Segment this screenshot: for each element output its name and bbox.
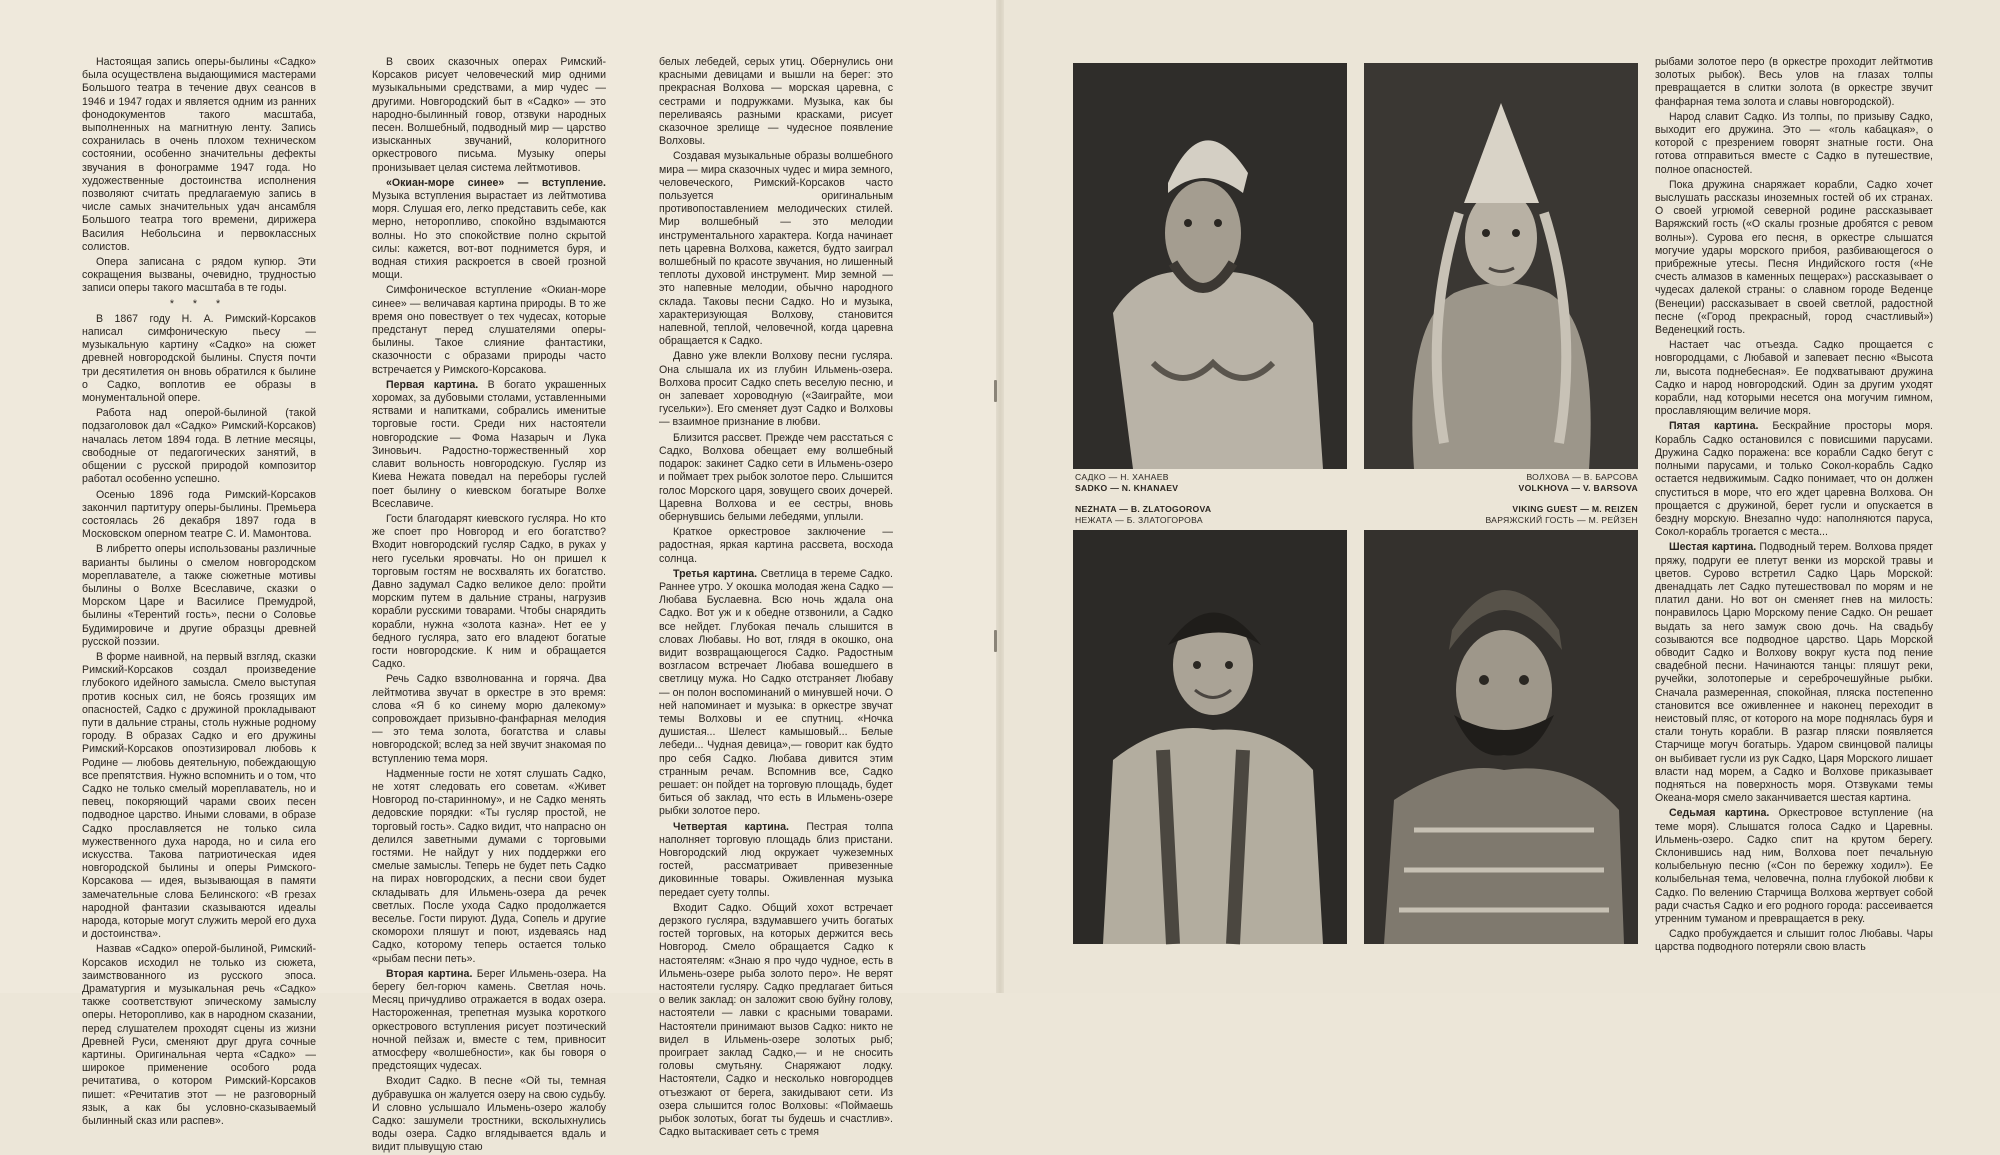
paragraph: Создавая музыкальные образы волшебного мира — мира сказочных чудес и мира земного, человеческого, Римский-Корсаков часто пользуется оригинальным противопоставлением мелодических стилей. Мир волшебный — это мелодии инструментального характера. Когда начинает петь царевна Волхова, кажется, будто заиграл волшебный по красоте звучания, но лишенный теплоты духовой инструмент. Мир земной — это напевные мелодии, обычно народного склада. Таковы песни Садко. Но и музыка, характеризующая Волхову, становится напевной, теплой, человечной, когда царевна обращается к Садко. [659,150,893,348]
section-heading: Вторая картина. [386,967,473,980]
caption-en: NEZHATA — B. ZLATOGOROVA [1075,504,1212,514]
caption-ru: ВАРЯЖСКИЙ ГОСТЬ — М. РЕЙЗЕН [1485,515,1638,525]
paragraph: Близится рассвет. Прежде чем расстаться с Садко, Волхова обещает ему волшебный подарок: закинет Садко сети в Ильмень-озеро и поймает трех рыбок золотое перо. Слышится голос Морского царя, зовущего своих дочерей. Царевна Волхова и ее сестры, вновь обернувшись белыми лебедями, уплыли. [659,431,893,523]
paragraph: белых лебедей, серых утиц. Обернулись они красными девицами и вышли на берег: это прекрасная Волхова — морская царевна, с сестрами и подружками. Музыка, как бы переливаясь разными красками, рисует сказочное зрелище — чудесное появление Волховы. [659,56,893,148]
page-fold [996,0,1004,993]
paragraph: Входит Садко. В песне «Ой ты, темная дубравушка он жалуется озеру на свою судьбу. И словно услышало Ильмень-озеро жалобу Садко: зашумели тростники, всколыхнулись воды озера. Садко вглядывается вдаль и видит плывущую стаю [372,1075,606,1154]
paragraph: Краткое оркестровое заключение — радостная, яркая картина рассвета, восхода солнца. [659,526,893,565]
paragraph: Третья картина. Светлица в тереме Садко. Раннее утро. У окошка молодая жена Садко — Любава Буслаевна. Всю ночь ждала она Садко. Вот уж и к обедне отзвонили, а Садко все нейдет. Глубокая печаль слышится в словах Любавы. Но вот, глядя в окошко, она видит возвращающегося Садко. Радостным возгласом встречает Любава вошедшего в светлицу мужа. Но Садко отстраняет Любаву — он полон воспоминаний о минувшей ночи. О ней напоминает и музыка: в оркестре звучат темы Волховы и ее спутниц. «Ночка душистая... Шелест камышовый... Белые лебеди... Чудная девица»,— говорит как будто про себя Садко. Любава дивится этим странным речам. Вспомнив все, Садко решает: он пойдет на торговую площадь, будет биться об заклад, что есть в Ильмень-озере рыбки золотое перо. [659,567,894,818]
photo-volkhova-barsova [1364,63,1638,469]
paragraph: Гости благодарят киевского гусляра. Но кто же споет про Новгород и его богатство? Входит новгородский гусляр Садко, в руках у него гусельки яровчаты. Но он пришел к торговым гостям не восхвалять их богатство. Давно задумал Садко великое дело: пройти морским путем в дальние страны, нагрузив корабли русскими товарами. Чтобы снарядить корабли, нужна «золота казна». Нет ее у бедного гусляра, зато его владеют богатые гости новгородские. К ним и обращается Садко. [372,512,606,671]
photo-sadko-khanaev [1073,63,1347,469]
caption-volkhova [1364,472,1638,494]
text-column-2 [372,56,606,1154]
caption-sadko [1075,472,1325,494]
section-heading: Шестая картина. [1669,541,1757,554]
paragraph: Речь Садко взволнованна и горяча. Два лейтмотива звучат в оркестре в это время: слова «Я б ко синему морю далекому» сопровождает призывно-фанфарная мелодия — это тема золота, богатства и славы новгородской; вслед за ней звучит знакомая по вступлению тема моря. [372,673,606,765]
paragraph: В форме наивной, на первый взгляд, сказки Римский-Корсаков создал произведение глубокого идейного замысла. Смело выступая против косных сил, не боясь грозящих им опасностей, Садко с дружиной прокладывают пути в дальние страны, столь нужные родному городу. В образах Садко и его дружины Римский-Корсаков опоэтизировал любовь к Родине — любовь деятельную, побеждающую все препятствия. Нужно вспомнить и о том, что Садко не только смелый мореплаватель, но и певец, покоряющий чарами своих песен подводное царство. Иными словами, в образе Садко прославляется не только сила мужественного духа народа, но и сила его искусства. Такова патриотическая идея новгородской былины и оперы Римского-Корсакова — идея, вызывающая в памяти замечательные слова Белинского: «В грезах народной фантазии сказываются идеалы народа, которые могут служить мерой его духа и достоинства». [82,650,316,941]
paragraph: Осенью 1896 года Римский-Корсаков закончил партитуру оперы-былины. Премьера состоялась 26 декабря 1897 года в Московском оперном театре С. И. Мамонтова. [82,488,316,541]
paragraph: Садко пробуждается и слышит голос Любавы. Чары царства подводного потеряли свою власть [1655,928,1933,954]
paragraph: Четвертая картина. Пестрая толпа наполняет торговую площадь близ пристани. Новгородский люд окружает чужеземных гостей, рассматривает привезенные диковинные товары. Оживленная музыка передает суету толпы. [659,820,893,899]
paragraph: Вторая картина. Берег Ильмень-озера. На берегу бел-горюч камень. Светлая ночь. Месяц причудливо отражается в водах озера. Настороженная, трепетная музыка короткого оркестрового вступления рисует поэтический ночной пейзаж и, вместе с тем, привносит атмосферу «волшебности», как бы говоря о предстоящих чудесах. [372,967,606,1073]
paragraph: В 1867 году Н. А. Римский-Корсаков написал симфоническую пьесу — музыкальную картину «Садко» на сюжет древней новгородской былины. Спустя почти три десятилетия он вновь обратился к былине о Садко, воплотив ее образы в монументальной опере. [82,312,316,405]
section-heading: Седьмая картина. [1669,807,1770,820]
paragraph: «Окиан-море синее» — вступление. Музыка вступления вырастает из лейтмотива моря. Слушая его, легко представить себе, как мерно, неторопливо, спокойно вздымаются волны. Но это спокойствие полно скрытой силы: кажется, вот-вот поднимется буря, и водная стихия раскроется в своей грозной мощи. [372,176,606,282]
caption-en: SADKO — N. KHANAEV [1075,483,1179,493]
paragraph: Симфоническое вступление «Окиан-море синее» — величавая картина природы. В то же время оно повествует о тех чудесах, которые предстанут перед слушателями оперы-былины. Такое слияние фантастики, сказочности с образами природы часто встречается у Римского-Корсакова. [372,284,606,376]
staple-top [994,380,997,402]
paragraph: Первая картина. В богато украшенных хоромах, за дубовыми столами, уставленными яствами и напитками, собрались именитые торговые гости. Среди них настоятели новгородские — Фома Назарыч и Лука Зиновьич. Радостно-торжественный хор славит вольность новгородскую. Гусляр из Киева Нежата поведал на переборы гуслей поет былину о киевском богатыре Волхе Всеславиче. [372,378,606,510]
staple-bottom [994,630,997,652]
caption-ru: ВОЛХОВА — В. БАРСОВА [1526,472,1638,482]
text-column-4 [1655,56,1934,954]
photo-viking-guest-reizen [1364,530,1638,944]
paragraph: В либретто оперы использованы различные варианты былины о смелом новгородском мореплавателе, а также сюжетные мотивы былины о Волхе Всеславиче, сказки о Морском Царе и Василисе Премудрой, былины «Терентий гость», песни о Соловье Будимировиче и другие образцы древней русской поэзии. [82,543,316,648]
paragraph: Шестая картина. Подводный терем. Волхова прядет пряжу, подруги ее плетут венки из морской травы и цветов. Сурово встретил Садко Царь Морской: двенадцать лет Садко путешествовал по морям и не платил дани. Но вот он сменяет гнев на милость: понравилось Царю Морскому пение Садко. Он решает выдать за него замуж свою дочь. На свадьбу созываются все подводное царство. Царь Морской обводит Садко и Волхову вокруг куста под пение свадебной песни. Начинаются танцы: пляшут реки, ручейки, золотоперые и сереброчешуйные рыбки. Сначала размеренная, спокойная, пляска постепенно становится все оживленнее и наконец переходит в неистовый пляс, от которого на море поднялась буря и стали тонуть корабли. В разгар пляски появляется Старчище могуч богатырь. Ударом свинцовой палицы он выбивает гусли из рук Садко, Царя Морского лишает власти над морем, а Садко и Волхове приказывает подняться на поверхность моря. Отзвуками темы Океана-моря смело заканчивается шестая картина. [1655,541,1933,805]
caption-nezhata [1075,504,1325,526]
paragraph: Надменные гости не хотят слушать Садко, не хотят следовать его советам. «Живет Новгород по-старинному», и не Садко менять дедовские порядки: «Ты гусляр простой, не торговый гость». Садко видит, что напрасно он делился заветными думами с торговыми гостями. Не найдут у них поддержки его смелые замыслы. Теперь не будет петь Садко на пирах новгородских, а песни свои будет складывать для Ильмень-озера да речек светлых. После ухода Садко продолжается веселье. Гости пируют. Дуда, Сопель и другие скоморохи пляшут и поют, издеваясь над Садко, которому теперь остается только «рыбам песни петь». [372,767,606,965]
paragraph: Работа над оперой-былиной (такой подзаголовок дал «Садко» Римский-Корсаков) началась летом 1894 года. В летние месяцы, свободные от педагогических занятий, в общении с русской природой композитор работал особенно успешно. [82,407,316,486]
photo-nezhata-zlatogorova [1073,530,1347,944]
caption-ru: САДКО — Н. ХАНАЕВ [1075,472,1169,482]
section-heading: «Окиан-море синее» — вступление. [386,176,606,189]
text-column-1 [82,56,316,1128]
paragraph: Седьмая картина. Оркестровое вступление (на теме моря). Слышатся голоса Садко и Царевны. Ильмень-озеро. Садко спит на крутом берегу. Склонившись над ним, Волхова поет печальную колыбельную песню («Сон по бережку ходил»). Ее колыбельная тема, человечна, полна глубокой любви к Садко. По велению Старчища Волхова жертвует собой ради счастья Садко и его родного города: рассеивается утренним туманом и превращается в реку. [1655,807,1934,925]
paragraph: Входит Садко. Общий хохот встречает дерзкого гусляра, вздумавшего учить богатых гостей торговых, на которых держится весь Новгород. Смело обращается Садко к настоятелям: «Знаю я про чудо чудное, есть в Ильмень-озере рыба золото перо». Не верят настоятели гусляру. Садко предлагает биться о велик заклад: он заложит свою буйну голову, настоятели — лавки с красными товарами. Настоятели принимают вызов Садко: никто не видел в Ильмень-озере золотых рыб; проиграет заклад Садко,— и не сносить головы смутьяну. Снаряжают лодку. Настоятели, Садко и несколько новгородцев отъезжают от берега, закидывают сети. Из озера слышится голос Волховы: «Поймаешь рыбок золотых, богат ты будешь и счастлив». Садко вытаскивает сеть с тремя [659,901,893,1139]
caption-en: VIKING GUEST — M. REIZEN [1512,504,1638,514]
section-separator: * * * [169,297,229,310]
caption-ru: НЕЖАТА — Б. ЗЛАТОГОРОВА [1075,515,1203,525]
paragraph: Назвав «Садко» оперой-былиной, Римский-Корсаков исходил не только из сюжета, заимствованного из русского эпоса. Драматургия и музыкальная речь «Садко» также соответствуют эпическому замыслу оперы. Неторопливо, как в народном сказании, перед слушателем проходят сцены из жизни Древней Руси, сменяют друг друга сочные картины. Оригинальная черта «Садко» — широкое применение особого рода речитатива, о котором Римский-Корсаков пишет: «Речитатив этот — не разговорный язык, а как бы условно-сказываемый былинный сказ или распев». [82,943,316,1128]
paragraph: Давно уже влекли Волхову песни гусляра. Она слышала их из глубин Ильмень-озера. Волхова просит Садко спеть веселую песню, и он запевает хороводную («Заиграйте, мои гусельки»). Его сменяет дуэт Садко и Волховы — взаимное признание в любви. [659,350,893,429]
caption-viking-guest [1364,504,1638,526]
paragraph: В своих сказочных операх Римский-Корсаков рисует человеческий мир одними музыкальными средствами, а мир чудес — другими. Новгородский быт в «Садко» — это народно-былинный говор, отзвуки народных песен. Волшебный, подводный мир — царство изысканных звучаний, колоритного оркестрового письма. Музыку оперы пронизывает целая система лейтмотивов. [372,56,606,174]
caption-en: VOLKHOVA — V. BARSOVA [1518,483,1638,493]
paragraph: Настает час отъезда. Садко прощается с новгородцами, с Любавой и запевает песню «Высота ли, высота поднебесная». Ее подхватывают дружина Садко и народ новгородский. Один за другим уходят корабли, над которыми несется она могучим гимном, прославляющим величие моря. [1655,339,1933,418]
section-heading: Четвертая картина. [673,820,790,833]
paragraph: рыбами золотое перо (в оркестре проходит лейтмотив золотых рыбок). Весь улов на глазах толпы превращается в слитки золота (в оркестре звучит фанфарная тема золота и славы новгородской). [1655,56,1933,108]
paragraph: Народ славит Садко. Из толпы, по призыву Садко, выходит его дружина. Это — «голь кабацкая», о которой с презрением говорят знатные гости. Она готова отправиться вместе с Садко в путешествие, полное опасностей. [1655,110,1933,176]
section-heading: Первая картина. [386,378,479,391]
paragraph: Пока дружина снаряжает корабли, Садко хочет выслушать рассказы иноземных гостей об их странах. О своей угрюмой северной родине рассказывает Варяжский гость («О скалы грозные дробятся с ревом волны»). Сурова его песня, в оркестре слышатся могучие удары морского прибоя, разбивающегося о прибрежные утесы. Песня Индийского гостя («Не счесть алмазов в каменных пещерах») рассказывает о чудесах далекой страны: о славном городе Веденце (Венеции) рассказывает в своей светлой, радостной песне («Город прекрасный, город счастливый») Веденецкий гость. [1655,178,1933,337]
section-heading: Третья картина. [673,567,758,580]
text-column-3 [659,56,894,1139]
paragraph: Пятая картина. Бескрайние просторы моря. Корабль Садко остановился с повисшими парусами. Дружина Садко поражена: все корабли Садко бегут с полными парусами, и только Сокол-корабль Садко остается недвижимым. Садко понимает, что он должен спуститься в море, что его ждет царевна Волхова. Он прощается с дружиной, берет гусли и опускается в бездну морскую. Внезапно чудо: наполняются паруса, Сокол-корабль трогается с места... [1655,420,1933,539]
paragraph: Настоящая запись оперы-былины «Садко» была осуществлена выдающимися мастерами Большого театра в течение двух сеансов в 1946 и 1947 годах и является одним из ранних фонодокументов такого масштаба, выполненных на магнитную ленту. Запись сохранилась в очень плохом техническом состоянии, особенно значительны дефекты звучания в фонограмме 1947 года. Но художественные достоинства исполнения позволяют считать предлагаемую запись в числе самых значительных удач ансамбля Большого театра того времени, дирижера Василия Небольсина и первоклассных солистов. [82,56,316,253]
paragraph: Опера записана с рядом купюр. Эти сокращения вызваны, очевидно, трудностью записи оперы такого масштаба в те годы. [82,256,316,295]
section-heading: Пятая картина. [1669,420,1759,433]
